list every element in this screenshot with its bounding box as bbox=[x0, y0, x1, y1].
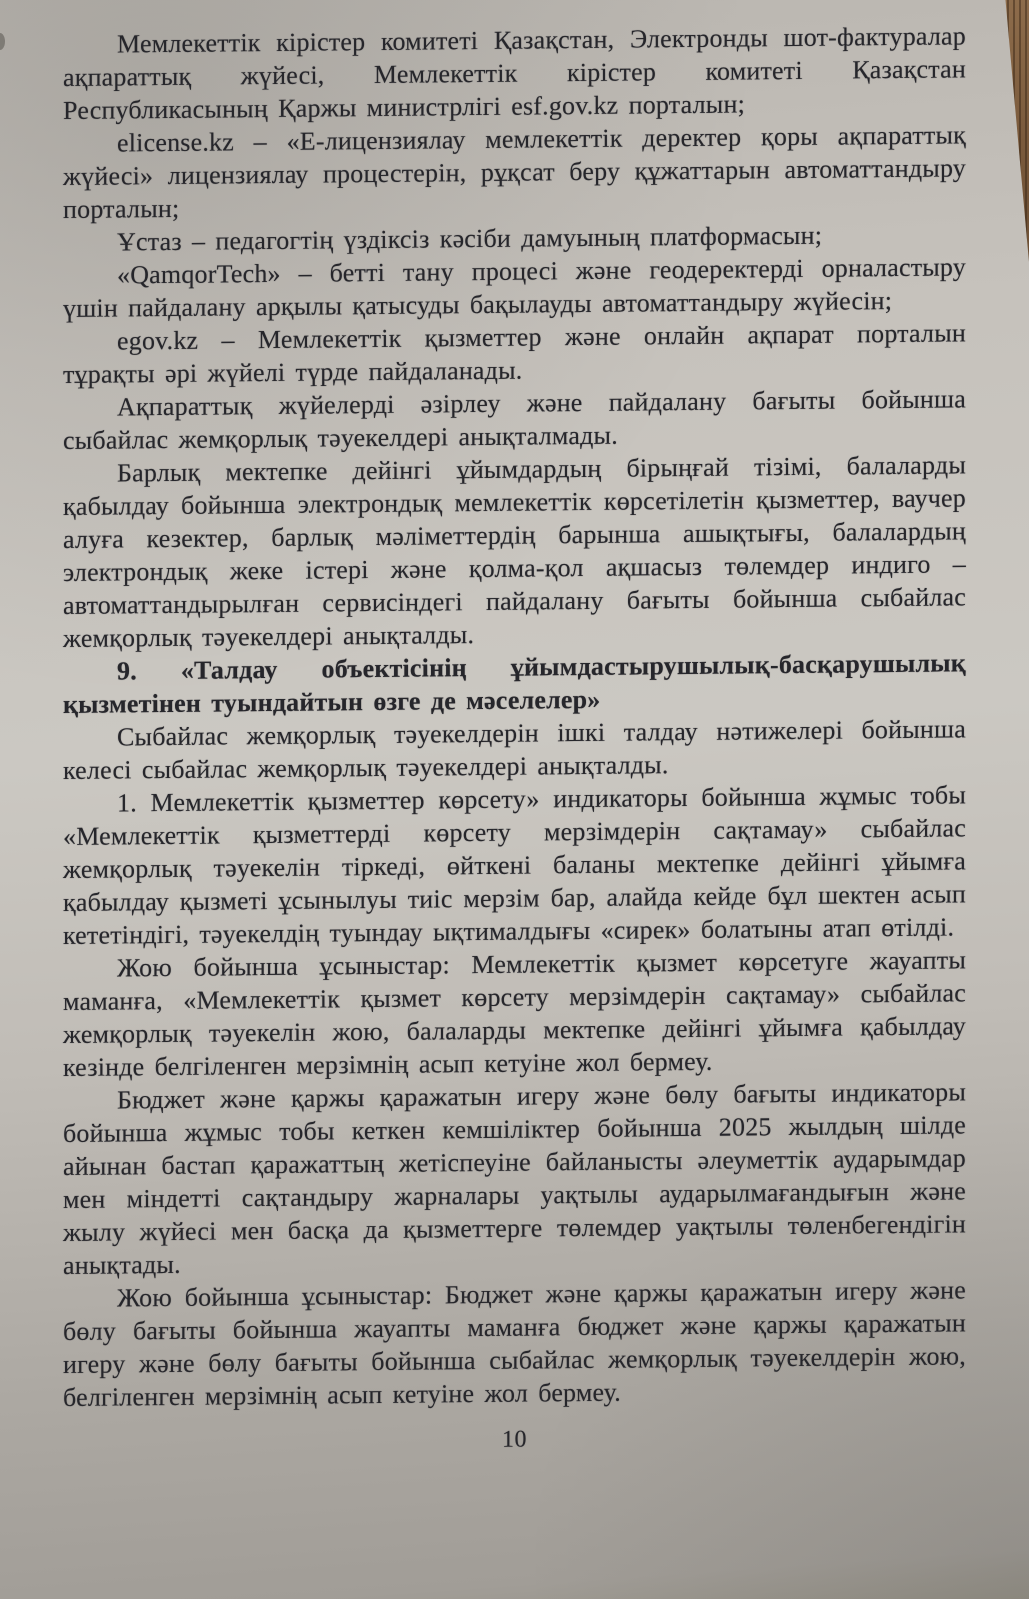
paragraph: Бюджет және қаржы қаражатын игеру және бөлу бағыты индикаторы бойынша жұмыс тобы кеткен кемшіліктер бойынша 2025 жылдың шілде айынан бастап қаражаттың жетіспеуіне байланысты әлеуметтік аударымдар мен міндетті сақтандыру жарналары уақтылы аударылмағандығын және жылу жүйесі мен басқа да қызметтерге төлемдер уақтылы төленбегендігін анықтады. bbox=[63, 1077, 966, 1280]
paragraph: Ұстаз – педагогтің үздіксіз кәсіби дамуының платформасын; bbox=[117, 220, 823, 257]
document-page-body bbox=[63, 19, 966, 1461]
paper-edge-notch bbox=[0, 33, 5, 50]
paragraph: Ақпараттық жүйелерді әзірлеу және пайдалану бағыты бойынша сыбайлас жемқорлық тәуекелдері анықталмады. bbox=[63, 384, 966, 455]
paragraph: Жою бойынша ұсыныстар: Мемлекеттік қызмет көрсетуге жауапты маманға, «Мемлекеттік қызмет көрсету мерзімдерін сақтамау» сыбайлас жемқорлық тәуекелін жою, балаларды мектепке дейінгі ұйымға қабылдау кезінде белгіленген мерзімнің асып кетуіне жол бермеу. bbox=[63, 945, 966, 1082]
desk-wood-corner bbox=[1001, 0, 1029, 262]
paragraph: 1. Мемлекеттік қызметтер көрсету» индикаторы бойынша жұмыс тобы «Мемлекеттік қызметтерді көрсету мерзімдерін сақтамау» сыбайлас жемқорлық тәуекелін тіркеді, өйткені баланы мектепке дейінгі ұйымға қабылдау қызметі ұсынылуы тиіс мерзім бар, алайда кейде бұл шектен асып кететіндігі, тәуекелдің туындау ықтималдығы «сирек» болатыны атап өтілді. bbox=[63, 780, 966, 950]
section-heading: 9. «Талдау объектісінің ұйымдастырушылық-басқарушылық қызметінен туындайтын өзге де мәселелер» bbox=[63, 648, 966, 719]
paragraph: Мемлекеттік кірістер комитеті Қазақстан, Электронды шот-фактуралар ақпараттық жүйесі, Мемлекеттік кірістер комитеті Қазақстан Республикасының Қаржы министрлігі esf.gov.kz порталын; bbox=[63, 21, 966, 125]
paragraph: egov.kz – Мемлекеттік қызметтер және онлайн ақпарат порталын тұрақты әрі жүйелі түрде пайдаланады. bbox=[63, 318, 966, 389]
paragraph: elicense.kz – «Е-лицензиялау мемлекеттік деректер қоры ақпараттық жүйесі» лицензиялау процестерін, рұқсат беру құжаттарын автоматтандыру порталын; bbox=[63, 120, 966, 224]
paragraph: Барлық мектепке дейінгі ұйымдардың бірыңғай тізімі, балаларды қабылдау бойынша электрондық мемлекеттік көрсетілетін қызметтер, ваучер алуға кезектер, барлық мәліметтердің барынша ашықтығы, балалардың электрондық жеке істері және қолма-қол ақшасыз төлемдер индиго – автоматтандырылған сервисіндегі пайдалану бағыты бойынша сыбайлас жемқорлық тәуекелдері анықталды. bbox=[63, 450, 966, 653]
page-number: 10 bbox=[502, 1426, 527, 1453]
paragraph: «QamqorTech» – бетті тану процесі және геодеректерді орналастыру үшін пайдалану арқылы қатысуды бақылауды автоматтандыру жүйесін; bbox=[63, 252, 966, 323]
paragraph: Сыбайлас жемқорлық тәуекелдерін ішкі талдау нәтижелері бойынша келесі сыбайлас жемқорлық тәуекелдері анықталды. bbox=[63, 714, 966, 785]
paragraph: Жою бойынша ұсыныстар: Бюджет және қаржы қаражатын игеру және бөлу бағыты бойынша жауапты маманға бюджет және қаржы қаражатын игеру және бөлу бағыты бойынша сыбайлас жемқорлық тәуекелдерін жою, белгіленген мерзімнің асып кетуіне жол бермеу. bbox=[63, 1275, 966, 1412]
